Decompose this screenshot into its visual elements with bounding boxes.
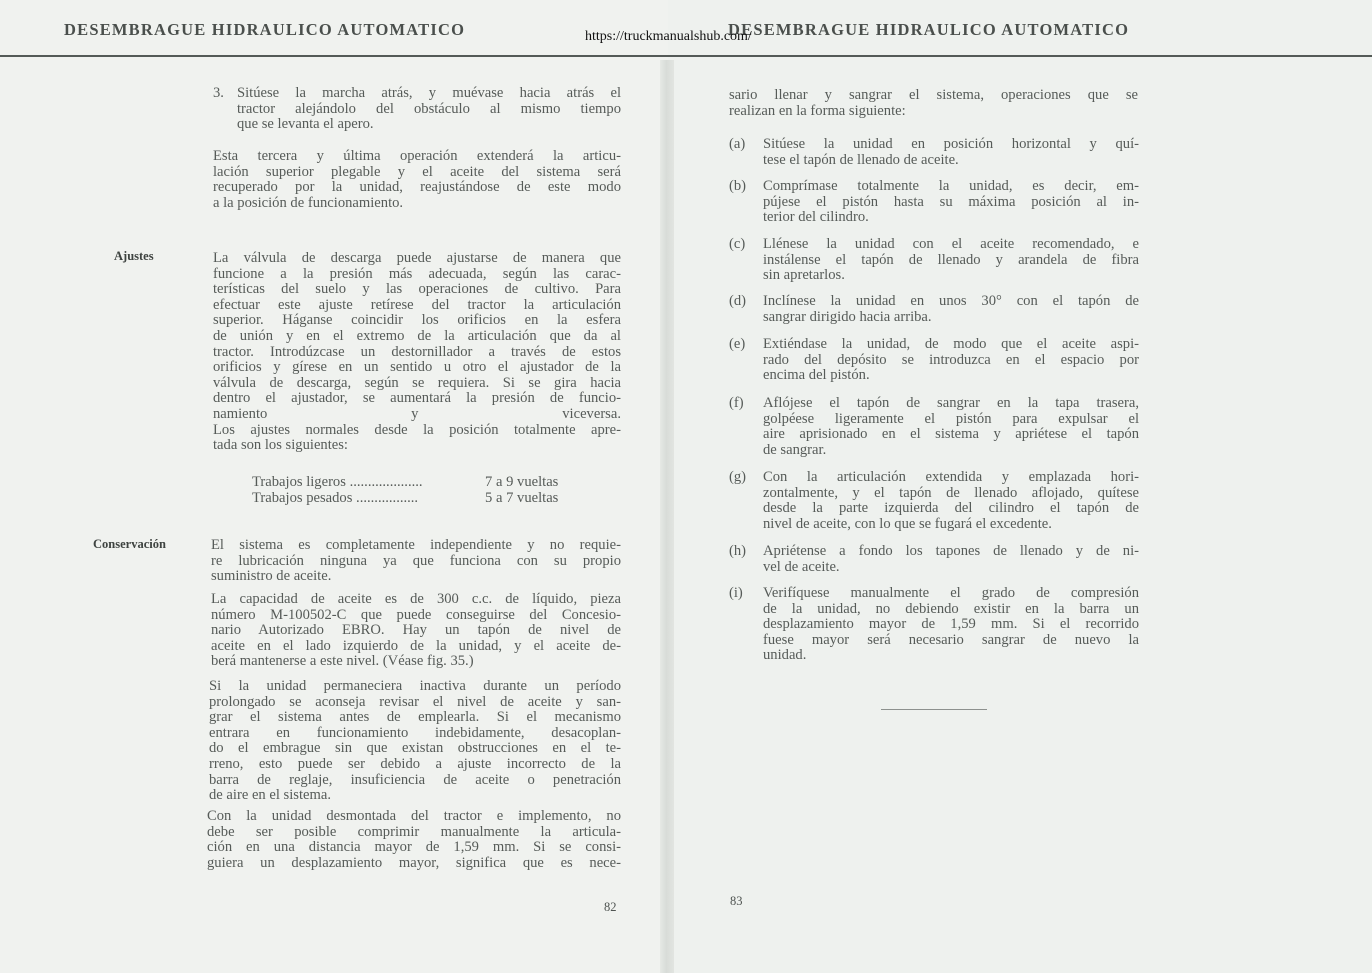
- ajustes-table-row: [252, 474, 423, 491]
- text-line: tese el tapón de llenado de aceite.: [763, 151, 959, 168]
- text-line: de aire en el sistema.: [209, 787, 331, 804]
- text-line: Si la unidad permaneciera inactiva durante un período: [209, 678, 621, 694]
- text-line: entrara en funcionamiento indebidamente, desacoplan-: [209, 724, 621, 741]
- text-line: a la posición de funcionamiento.: [213, 194, 404, 211]
- text-line: desplazamiento mayor de 1,59 mm. Si el recorrido: [763, 616, 1139, 633]
- third-operation-paragraph: [213, 149, 621, 211]
- text-line: golpéese ligeramente el pistón para expulsar el: [763, 410, 1139, 427]
- step-text: [763, 396, 1139, 458]
- dot-leader: .................: [352, 490, 419, 506]
- text-line: Los ajustes normales desde la posición totalmente apre-: [213, 421, 621, 438]
- text-line: de la unidad, no debiendo existir en la barra un: [763, 600, 1139, 617]
- work-type: Trabajos pesados: [252, 490, 353, 506]
- text-line: Llénese la unidad con el aceite recomendado, e: [763, 236, 1139, 252]
- step-text: [763, 179, 1139, 226]
- left-header-title: DESEMBRAGUE HIDRAULICO AUTOMATICO: [64, 20, 466, 39]
- text-line: terísticas del suelo y las operaciones de cultivo. Para: [213, 281, 621, 298]
- right-header-title: DESEMBRAGUE HIDRAULICO AUTOMATICO: [728, 20, 1130, 39]
- text-line: berá mantenerse a este nivel. (Véase fig. 35.): [211, 653, 474, 670]
- step-label: (g): [729, 469, 747, 485]
- text-line: fuese mayor será necesario sangrar de nuevo la: [763, 631, 1139, 648]
- text-line: zontalmente, y el tapón de llenado aflojado, quítese: [763, 484, 1139, 501]
- step-text: [763, 544, 1139, 575]
- text-line: Inclínese la unidad en unos 30° con el tapón de: [763, 293, 1139, 309]
- text-line: Aflójese el tapón de sangrar en la tapa trasera,: [763, 395, 1139, 411]
- step-label: (b): [729, 178, 747, 194]
- text-line: guiera un desplazamiento mayor, significa que es nece-: [207, 854, 621, 871]
- conservacion-label: Conservación: [93, 537, 166, 551]
- text-line: que se levanta el apero.: [237, 116, 374, 133]
- text-line: rado del depósito se introduzca en el espacio por: [763, 351, 1139, 368]
- text-line: suministro de aceite.: [211, 568, 332, 585]
- right-header-rule: [668, 55, 1372, 57]
- text-line: barra de reglaje, insuficiencia de aceite o penetración: [209, 771, 621, 788]
- step-label: (d): [729, 293, 747, 309]
- text-line: Verifíquese manualmente el grado de compresión: [763, 585, 1139, 601]
- text-line: re lubricación ninguna ya que funciona con su propio: [211, 552, 621, 569]
- text-line: rreno, esto puede ser debido a ajuste incorrecto de la: [209, 755, 621, 772]
- text-line: do el embrague sin que existan obstrucciones en el te-: [209, 740, 621, 757]
- text-line: Esta tercera y última operación extenderá la articu-: [213, 148, 621, 164]
- page-number-83: 83: [730, 894, 743, 908]
- text-line: tada son los siguientes:: [213, 437, 348, 454]
- conservacion-paragraph-2: [211, 592, 621, 670]
- text-line: de sangrar.: [763, 441, 827, 458]
- text-line: sario llenar y sangrar el sistema, operaciones que se: [729, 87, 1138, 103]
- text-line: aire aprisionado en el sistema y apriétese el tapón: [763, 426, 1139, 443]
- text-line: El sistema es completamente independiente y no requie-: [211, 537, 621, 553]
- text-line: namiento y viceversa.: [213, 405, 621, 422]
- step-label: (f): [729, 395, 744, 411]
- ajustes-paragraph: [213, 251, 621, 454]
- text-line: terior del cilindro.: [763, 209, 869, 226]
- text-line: encima del pistón.: [763, 367, 870, 384]
- text-line: efectuar este ajuste retírese del tractor la articulación: [213, 296, 621, 313]
- text-line: superior. Háganse coincidir los orificios en la esfera: [213, 312, 621, 329]
- text-line: Con la unidad desmontada del tractor e implemento, no: [207, 808, 621, 824]
- conservacion-paragraph-4: [207, 809, 621, 871]
- text-line: debe ser posible comprimir manualmente la articula-: [207, 823, 621, 840]
- text-line: Comprímase totalmente la unidad, es decir, em-: [763, 178, 1139, 194]
- step-text: [763, 337, 1139, 384]
- step-label: (h): [729, 543, 747, 559]
- text-line: orificios y gírese en un sentido u otro el ajustador de la: [213, 359, 621, 376]
- item-3-text: [237, 86, 621, 133]
- text-line: sin apretarlos.: [763, 267, 845, 284]
- text-line: tractor alejándolo del obstáculo al mismo tiempo: [237, 100, 621, 117]
- text-line: sangrar dirigido hacia arriba.: [763, 308, 932, 325]
- step-label: (a): [729, 136, 746, 152]
- text-line: La capacidad de aceite es de 300 c.c. de líquido, pieza: [211, 591, 621, 607]
- dot-leader: ....................: [345, 474, 423, 490]
- text-line: unidad.: [763, 647, 807, 664]
- text-line: Sitúese la marcha atrás, y muévase hacia atrás el: [237, 85, 621, 101]
- item-3-number: 3.: [213, 85, 224, 101]
- conservacion-paragraph-3: [209, 679, 621, 804]
- turns-value: 7 a 9 vueltas: [485, 474, 559, 490]
- text-line: válvula de descarga, según se requiera. Si se gira hacia: [213, 374, 621, 391]
- text-line: de unión y en el extremo de la articulación que da al: [213, 327, 621, 344]
- text-line: La válvula de descarga puede ajustarse de manera que: [213, 250, 621, 266]
- end-separator: [881, 709, 987, 710]
- text-line: Con la articulación extendida y emplazada hori-: [763, 469, 1139, 485]
- text-line: pújese el pistón hasta su máxima posición al in-: [763, 193, 1139, 210]
- text-line: realizan en la forma siguiente:: [729, 102, 906, 119]
- step-label: (i): [729, 585, 743, 601]
- text-line: ción en una distancia mayor de 1,59 mm. Si se consi-: [207, 839, 621, 856]
- watermark-url[interactable]: https://truckmanualshub.com/: [585, 29, 752, 44]
- text-line: lación superior plegable y el aceite del sistema será: [213, 163, 621, 180]
- text-line: nivel de aceite, con lo que se fugará el excedente.: [763, 515, 1052, 532]
- text-line: nario Autorizado EBRO. Hay un tapón de nivel de: [211, 622, 621, 639]
- left-header-rule: [0, 55, 668, 57]
- step-text: [763, 137, 1139, 168]
- text-line: número M-100502-C que puede conseguirse del Concesio-: [211, 606, 621, 623]
- text-line: dentro el ajustador, se aumentará la presión de funcio-: [213, 390, 621, 407]
- conservacion-paragraph-1: [211, 538, 621, 585]
- step-label: (c): [729, 236, 746, 252]
- text-line: vel de aceite.: [763, 558, 840, 575]
- text-line: prolongado se aconseja revisar el nivel de aceite y san-: [209, 693, 621, 710]
- page-number-82: 82: [604, 900, 617, 914]
- text-line: Sitúese la unidad en posición horizontal y quí-: [763, 136, 1139, 152]
- text-line: funcione a la presión más adecuada, según las carac-: [213, 265, 621, 282]
- intro-paragraph: [729, 88, 1138, 119]
- text-line: Extiéndase la unidad, de modo que el aceite aspi-: [763, 336, 1139, 352]
- step-text: [763, 294, 1139, 325]
- text-line: recuperado por la unidad, reajustándose de este modo: [213, 179, 621, 196]
- text-line: tractor. Introdúzcase un destornillador a través de estos: [213, 343, 621, 360]
- turns-value: 5 a 7 vueltas: [485, 490, 559, 506]
- ajustes-table-row: [252, 490, 418, 507]
- text-line: grar el sistema antes de emplearla. Si el mecanismo: [209, 709, 621, 726]
- text-line: aceite en el lado izquierdo de la unidad, y el aceite de-: [211, 637, 621, 654]
- text-line: desde la parte izquierda del cilindro el tapón de: [763, 500, 1139, 517]
- text-line: instálense el tapón de llenado y arandela de fibra: [763, 251, 1139, 268]
- work-type: Trabajos ligeros: [252, 474, 346, 490]
- step-label: (e): [729, 336, 746, 352]
- step-text: [763, 237, 1139, 284]
- ajustes-label: Ajustes: [114, 249, 154, 263]
- step-text: [763, 470, 1139, 532]
- step-text: [763, 586, 1139, 664]
- text-line: Apriétense a fondo los tapones de llenado y de ni-: [763, 543, 1139, 559]
- book-gutter: [660, 60, 674, 973]
